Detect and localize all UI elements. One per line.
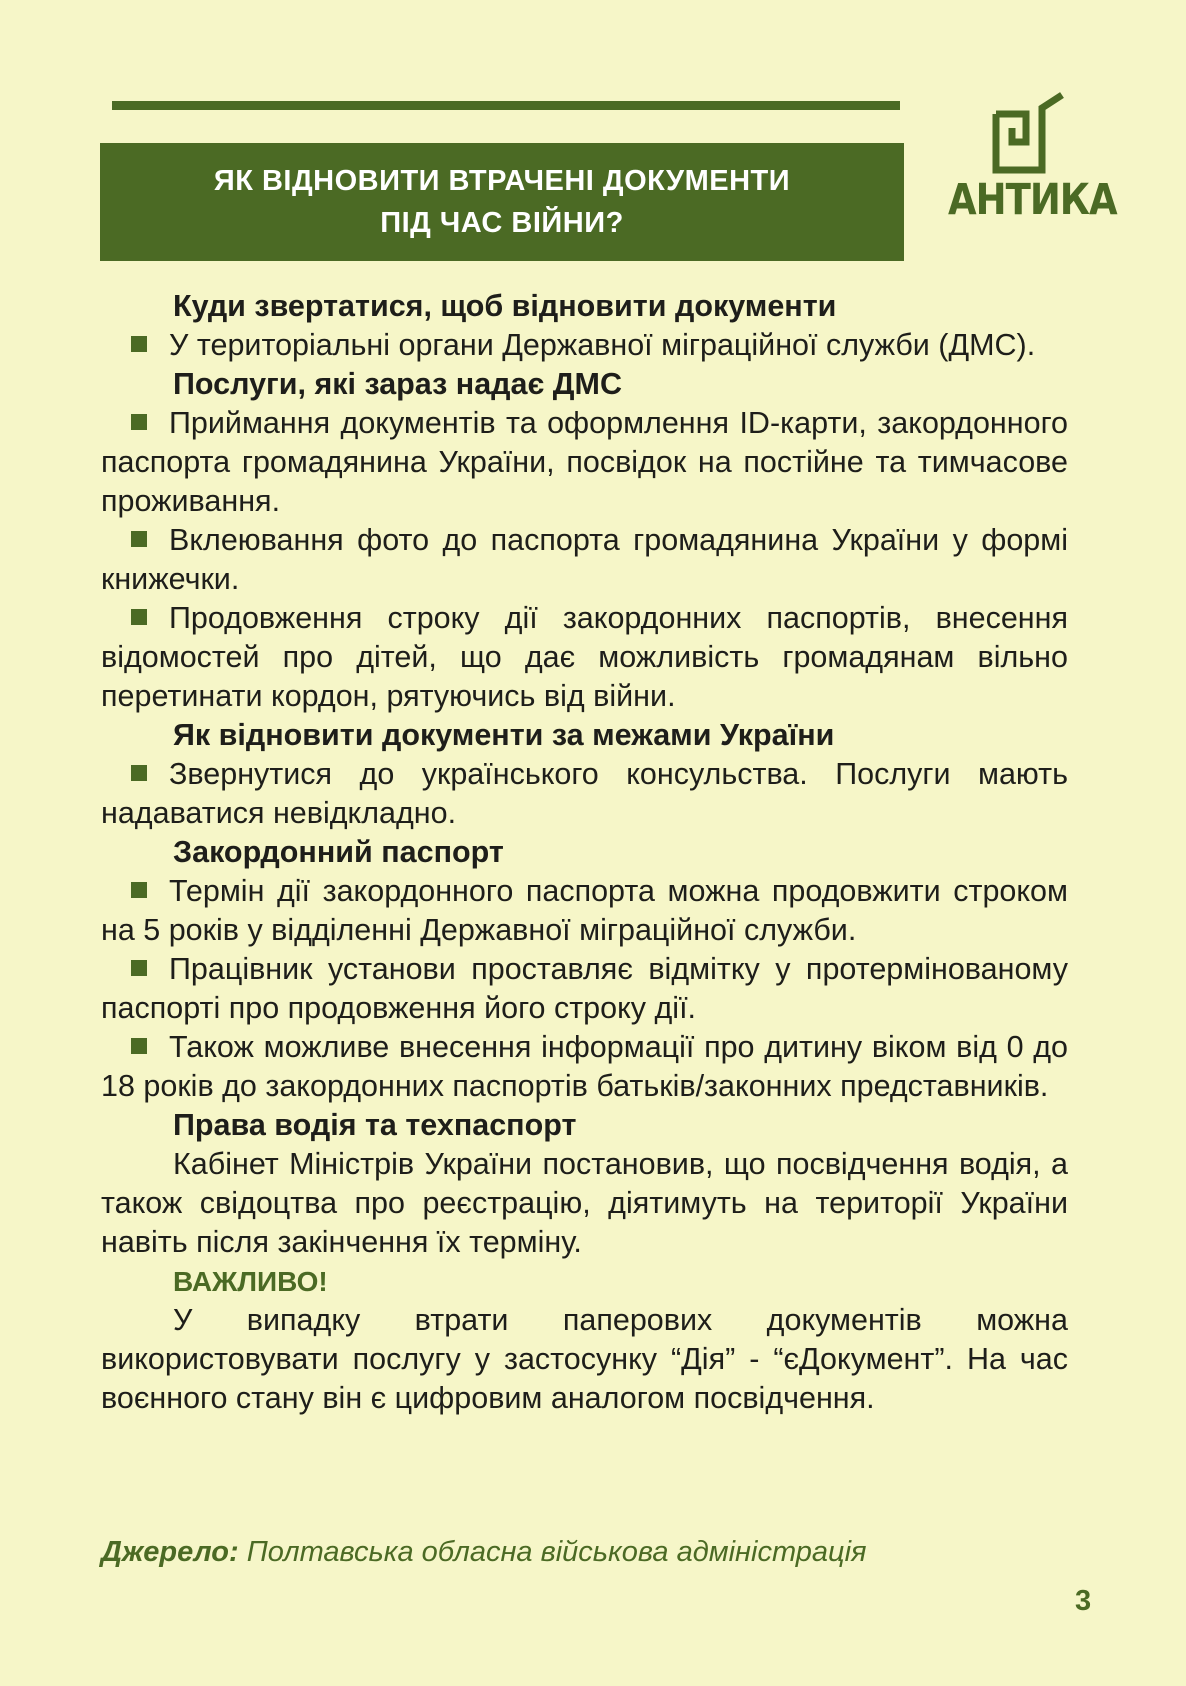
square-bullet-icon <box>131 336 147 352</box>
source-line <box>101 1536 1001 1569</box>
section-heading: Права водія та техпаспорт <box>173 1108 577 1142</box>
logo-text: АНТИКА <box>948 174 1117 225</box>
list-item: Приймання документів та оформлення ID-карти, закордонного паспорта громадянина України, посвідок на постійне та тимчасове проживання. <box>101 406 1068 518</box>
article-body <box>101 287 1068 1418</box>
list-item: Також можливе внесення інформації про дитину віком від 0 до 18 років до закордонних паспортів батьків/законних представників. <box>101 1030 1068 1103</box>
square-bullet-icon <box>131 609 147 625</box>
antyka-logo <box>948 92 1117 232</box>
list-item: Термін дії закордонного паспорта можна продовжити строком на 5 років у відділенні Державної міграційної служби. <box>101 874 1068 947</box>
top-rule <box>112 101 900 110</box>
section-heading: Закордонний паспорт <box>173 835 504 869</box>
important-label: ВАЖЛИВО! <box>173 1266 328 1297</box>
section-heading: Послуги, які зараз надає ДМС <box>173 367 622 401</box>
list-item: Продовження строку дії закордонних паспортів, внесення відомостей про дітей, що дає можливість громадянам вільно перетинати кордон, рятуючись від війни. <box>101 601 1068 713</box>
page-title <box>100 143 904 261</box>
square-bullet-icon <box>131 1038 147 1054</box>
square-bullet-icon <box>131 531 147 547</box>
square-bullet-icon <box>131 414 147 430</box>
list-item: У територіальні органи Державної міграційної служби (ДМС). <box>101 326 1068 365</box>
title-line-1: ЯК ВІДНОВИТИ ВТРАЧЕНІ ДОКУМЕНТИ <box>213 165 791 197</box>
source-text: Полтавська обласна військова адміністрація <box>246 1536 867 1568</box>
section-heading: Куди звертатися, щоб відновити документи <box>173 289 837 323</box>
list-item: Вклеювання фото до паспорта громадянина України у формі книжечки. <box>101 523 1068 596</box>
source-label: Джерело: <box>101 1536 239 1568</box>
list-item: Працівник установи проставляє відмітку у протермінованому паспорті про продовження його строку дії. <box>101 952 1068 1025</box>
square-bullet-icon <box>131 882 147 898</box>
paragraph: Кабінет Міністрів України постановив, що посвідчення водія, а також свідоцтва про реєстрацію, діятимуть на території України навіть після закінчення їх терміну. <box>101 1147 1068 1259</box>
list-item: Звернутися до українського консульства. Послуги мають надаватися невідкладно. <box>101 757 1068 830</box>
antyka-logo-mark-icon <box>992 92 1072 182</box>
paragraph: У випадку втрати паперових документів можна використовувати послугу у застосунку “Дія” - “єДокумент”. На час воєнного стану він є цифровим аналогом посвідчення. <box>101 1303 1068 1415</box>
title-line-2: ПІД ЧАС ВІЙНИ? <box>380 207 624 239</box>
square-bullet-icon <box>131 960 147 976</box>
square-bullet-icon <box>131 765 147 781</box>
section-heading: Як відновити документи за межами України <box>173 718 835 752</box>
page-number: 3 <box>1075 1585 1092 1617</box>
